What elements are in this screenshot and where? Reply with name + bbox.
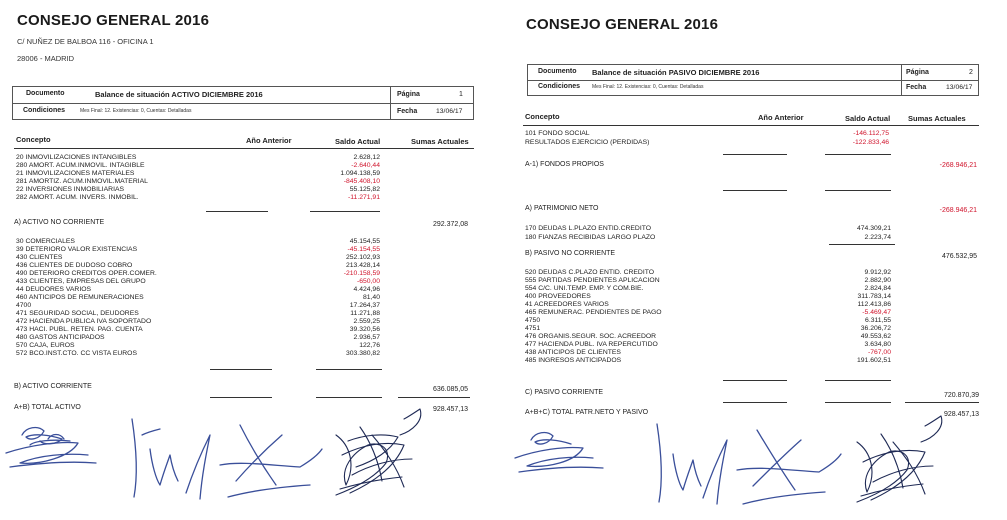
account-saldo: 2.223,74 — [864, 234, 891, 241]
account-row: 460 ANTICIPOS DE REMUNERACIONES — [16, 294, 144, 301]
pagina-value: 2 — [969, 69, 973, 76]
account-row: 22 INVERSIONES INMOBILIARIAS — [16, 186, 125, 193]
account-row: 4751 — [525, 325, 541, 332]
pagina-value: 1 — [459, 91, 463, 98]
account-row: 170 DEUDAS L.PLAZO ENTID.CREDITO — [525, 225, 652, 232]
account-row: 101 FONDO SOCIAL — [525, 130, 590, 137]
subtotal-activo-no-corriente: A) ACTIVO NO CORRIENTE — [14, 219, 105, 226]
account-row: 570 CAJA, EUROS — [16, 342, 75, 349]
account-row: 180 FIANZAS RECIBIDAS LARGO PLAZO — [525, 234, 656, 241]
pagina-label: Página — [906, 69, 929, 76]
documento-value: Balance de situación ACTIVO DICIEMBRE 2016 — [95, 90, 263, 99]
account-row: 471 SEGURIDAD SOCIAL, DEUDORES — [16, 310, 139, 317]
sumas-activo-no-corriente: 292.372,08 — [432, 221, 468, 228]
account-saldo: 112.413,86 — [857, 301, 891, 308]
account-saldo: 55.125,82 — [349, 186, 380, 193]
account-row: 473 HACI. PUBL. RETEN. PAG. CUENTA — [16, 326, 143, 333]
total-patrimonio-neto-y-pasivo: A+B+C) TOTAL PATR.NETO Y PASIVO — [525, 409, 649, 416]
column-concepto: Concepto — [16, 135, 51, 144]
account-row: 280 AMORT. ACUM.INMOVIL. INTAGIBLE — [16, 162, 145, 169]
account-row: 485 INGRESOS ANTICIPADOS — [525, 357, 622, 364]
account-saldo: -650,00 — [356, 278, 380, 285]
account-row: 436 CLIENTES DE DUDOSO COBRO — [16, 262, 133, 269]
documento-value: Balance de situación PASIVO DICIEMBRE 2016 — [592, 68, 760, 77]
account-row: 433 CLIENTES, EMPRESAS DEL GRUPO — [16, 278, 146, 285]
account-row: 554 C/C. UNI.TEMP. EMP. Y COM.BIE. — [525, 285, 644, 292]
account-row: RESULTADOS EJERCICIO (PERDIDAS) — [525, 139, 650, 146]
account-row: 472 HACIENDA PUBLICA IVA SOPORTADO — [16, 318, 152, 325]
account-saldo: -210.158,59 — [343, 270, 380, 277]
account-saldo: 6.311,55 — [865, 317, 891, 324]
account-saldo: 2.936,57 — [353, 334, 380, 341]
account-row: 572 BCO.INST.CTO. CC VISTA EUROS — [16, 350, 137, 357]
account-row: 476 ORGANIS.SEGUR. SOC. ACREEDOR — [525, 333, 657, 340]
fecha-label: Fecha — [397, 108, 418, 115]
condiciones-label: Condiciones — [23, 107, 66, 114]
account-row: 282 AMORT. ACUM. INVERS. INMOBIL. — [16, 194, 139, 201]
account-row: 555 PARTIDAS PENDIENTES APLICACION — [525, 277, 660, 284]
condiciones-value: Mes Final: 12. Existencias: 0, Cuentas: Detalladas — [80, 108, 192, 114]
sumas-total-activo: 928.457,13 — [432, 406, 468, 413]
sumas-activo-corriente: 636.085,05 — [432, 386, 468, 393]
account-row: 21 INMOVILIZACIONES MATERIALES — [16, 170, 135, 177]
account-saldo: 213.428,14 — [345, 262, 380, 269]
account-saldo: -11.271,91 — [348, 194, 380, 201]
account-row: 400 PROVEEDORES — [525, 293, 591, 300]
account-row: 4700 — [16, 302, 32, 309]
column-saldo-actual: Saldo Actual — [845, 114, 891, 123]
column-ano-anterior: Año Anterior — [758, 113, 804, 122]
column-saldo-actual: Saldo Actual — [335, 137, 381, 146]
account-saldo: 474.309,21 — [856, 225, 891, 232]
condiciones-value: Mes Final: 12. Existencias: 0, Cuentas: Detalladas — [592, 84, 704, 90]
balance-activo-page — [0, 0, 490, 520]
condiciones-label: Condiciones — [538, 83, 581, 90]
account-saldo: -122.833,46 — [852, 139, 889, 146]
total-activo: A+B) TOTAL ACTIVO — [14, 404, 81, 411]
account-saldo: 3.634,80 — [864, 341, 891, 348]
column-sumas-actuales: Sumas Actuales — [411, 137, 469, 146]
sumas-patrimonio-neto: -268.946,21 — [939, 207, 977, 214]
account-saldo: 311.783,14 — [857, 293, 891, 300]
fecha-value: 13/06/17 — [946, 84, 973, 91]
sumas-total-pasivo: 928.457,13 — [943, 411, 979, 418]
account-row: 477 HACIENDA PUBL. IVA REPERCUTIDO — [525, 341, 658, 348]
subtotal-activo-corriente: B) ACTIVO CORRIENTE — [14, 383, 92, 390]
account-row: 520 DEUDAS C.PLAZO ENTID. CREDITO — [525, 269, 655, 276]
account-row: 438 ANTICIPOS DE CLIENTES — [525, 349, 621, 356]
header-rule — [14, 148, 474, 149]
documento-label: Documento — [538, 68, 577, 75]
account-saldo: -845.408,10 — [343, 178, 380, 185]
fecha-value: 13/06/17 — [436, 108, 463, 115]
document-header-box — [12, 86, 474, 120]
account-saldo: 2.824,84 — [864, 285, 891, 292]
account-row: 490 DETERIORO CREDITOS OPER.COMER. — [16, 270, 157, 277]
account-saldo: -2.640,44 — [351, 162, 380, 169]
account-saldo: 39.320,56 — [349, 326, 380, 333]
account-saldo: 191.602,51 — [856, 357, 891, 364]
account-row: 44 DEUDORES VARIOS — [16, 286, 92, 293]
address-line-1: C/ NUÑEZ DE BALBOA 116 - OFICINA 1 — [17, 37, 154, 46]
account-saldo: -5.469,47 — [862, 309, 891, 316]
column-concepto: Concepto — [525, 112, 560, 121]
subtotal-pasivo-no-corriente: B) PASIVO NO CORRIENTE — [525, 250, 616, 257]
header-rule — [523, 125, 979, 126]
document-header-box — [527, 64, 979, 96]
company-title: CONSEJO GENERAL 2016 — [17, 12, 210, 29]
account-saldo: 303.380,82 — [345, 350, 380, 357]
account-saldo: 45.154,55 — [349, 238, 380, 245]
subtotal-fondos-propios: A-1) FONDOS PROPIOS — [525, 161, 604, 168]
sumas-fondos-propios: -268.946,21 — [939, 162, 977, 169]
handwritten-signatures — [507, 410, 997, 520]
column-ano-anterior: Año Anterior — [246, 136, 292, 145]
pagina-label: Página — [397, 91, 420, 98]
account-saldo: -146.112,75 — [853, 130, 889, 137]
balance-pasivo-page — [507, 0, 997, 520]
account-saldo: 36.206,72 — [860, 325, 891, 332]
account-saldo: 2.628,12 — [353, 154, 380, 161]
account-saldo: 252.102,93 — [345, 254, 380, 261]
handwritten-signatures — [0, 405, 490, 520]
company-title: CONSEJO GENERAL 2016 — [526, 16, 719, 33]
account-row: 430 CLIENTES — [16, 254, 63, 261]
account-saldo: 4.424,96 — [353, 286, 380, 293]
account-row: 281 AMORTIZ. ACUM.INMOVIL.MATERIAL — [16, 178, 148, 185]
account-saldo: 81,40 — [362, 294, 380, 301]
account-saldo: 2.559,25 — [353, 318, 380, 325]
account-saldo: 9.912,92 — [864, 269, 891, 276]
account-saldo: 122,76 — [359, 342, 380, 349]
column-sumas-actuales: Sumas Actuales — [908, 114, 966, 123]
account-saldo: 11.271,88 — [350, 310, 380, 317]
account-row: 39 DETERIORO VALOR EXISTENCIAS — [16, 246, 138, 253]
account-row: 20 INMOVILIZACIONES INTANGIBLES — [16, 154, 137, 161]
sumas-pasivo-corriente: 720.870,39 — [943, 392, 979, 399]
fecha-label: Fecha — [906, 84, 927, 91]
subtotal-patrimonio-neto: A) PATRIMONIO NETO — [525, 205, 599, 212]
account-row: 480 GASTOS ANTICIPADOS — [16, 334, 105, 341]
account-saldo: -45.154,55 — [347, 246, 380, 253]
account-row: 465 REMUNERAC. PENDIENTES DE PAGO — [525, 309, 662, 316]
account-row: 4750 — [525, 317, 541, 324]
sumas-pasivo-no-corriente: 476.532,95 — [941, 253, 977, 260]
account-row: 41 ACREEDORES VARIOS — [525, 301, 609, 308]
account-saldo: 17.264,37 — [349, 302, 380, 309]
account-row: 30 COMERCIALES — [16, 238, 75, 245]
subtotal-pasivo-corriente: C) PASIVO CORRIENTE — [525, 389, 604, 396]
documento-label: Documento — [26, 90, 65, 97]
address-line-2: 28006 - MADRID — [17, 54, 75, 63]
account-saldo: -767,00 — [867, 349, 891, 356]
account-saldo: 1.094.138,59 — [340, 170, 380, 177]
account-saldo: 49.553,62 — [860, 333, 891, 340]
account-saldo: 2.882,90 — [864, 277, 891, 284]
